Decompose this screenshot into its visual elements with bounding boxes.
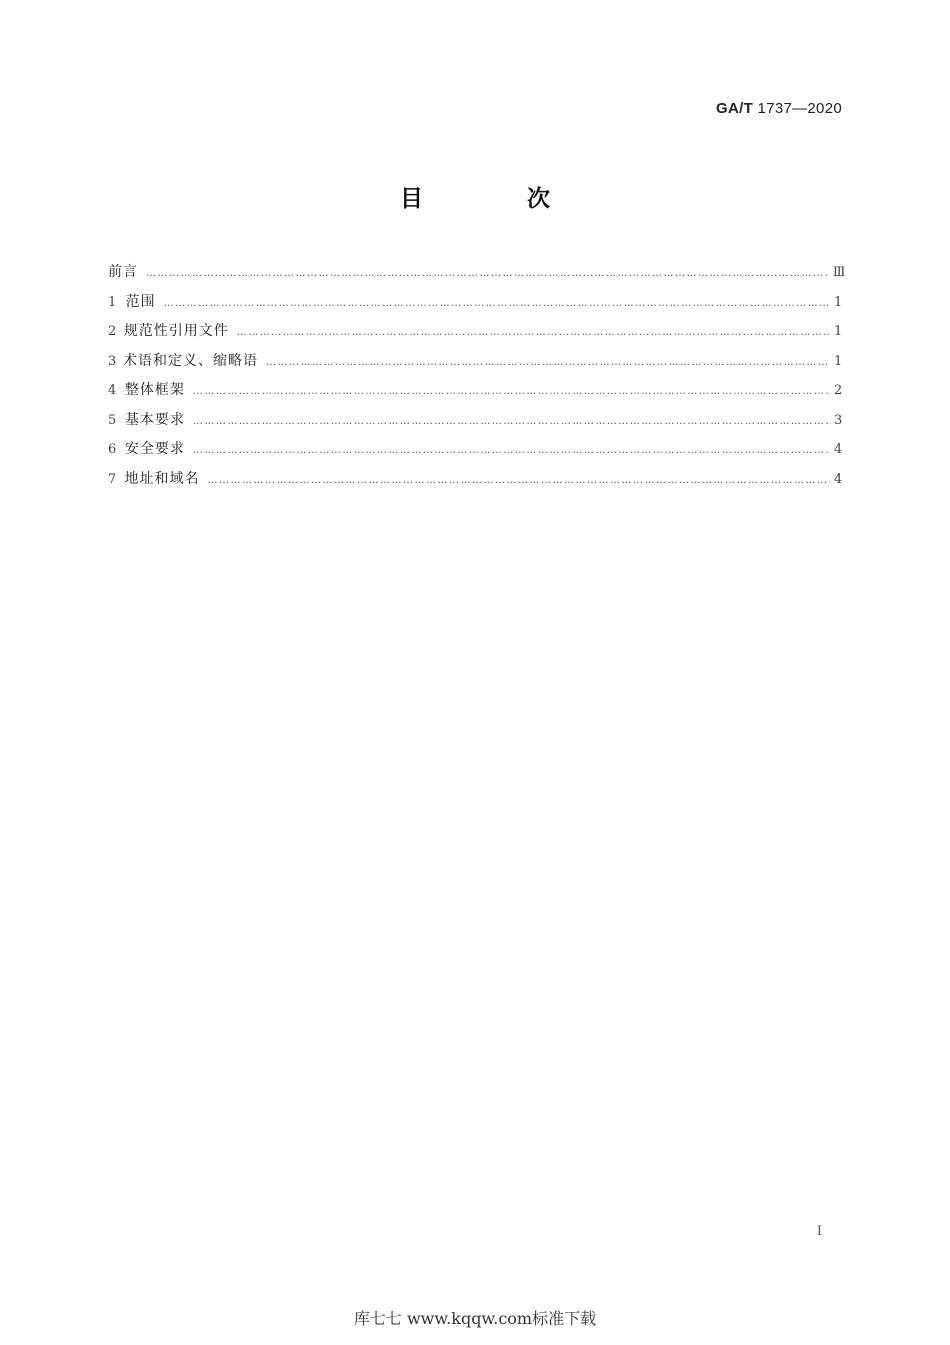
toc-entry-label: 术语和定义、缩略语: [122, 352, 258, 369]
toc-entry-scope[interactable]: [108, 288, 842, 318]
toc-entry-number: 3: [108, 353, 117, 369]
toc-entry-number: 4: [108, 383, 117, 398]
toc-title: 目 次: [399, 186, 598, 212]
toc-entry-number: 5: [108, 412, 117, 428]
toc-entry-page: Ⅲ: [832, 265, 846, 280]
toc-leader-dots: [208, 466, 831, 496]
toc-entry-page: 1: [834, 324, 843, 339]
toc-entry-label: 规范性引用文件: [123, 323, 229, 339]
toc-entry-page: 4: [834, 471, 843, 487]
footer-watermark: 库七七 www.kqqw.com标准下载: [353, 1309, 597, 1328]
toc-leader-dots: [193, 407, 830, 437]
standard-code: 1737—2020: [757, 100, 842, 117]
toc-entry-normative-references[interactable]: [108, 317, 842, 347]
toc-entry-basic-requirements[interactable]: [108, 406, 842, 436]
toc-leader-dots: [164, 289, 830, 319]
toc-leader-dots: [193, 377, 830, 407]
toc-entry-address-domain[interactable]: [108, 465, 842, 495]
toc-entry-page: 2: [834, 383, 843, 398]
toc-entry-label: 地址和域名: [124, 470, 200, 487]
toc-entry-label: 安全要求: [124, 441, 185, 457]
toc-entry-label: 前言: [108, 264, 138, 280]
toc-entry-label: 基本要求: [124, 411, 185, 428]
toc-entry-page: 1: [834, 294, 843, 310]
toc-entry-terms-definitions[interactable]: [108, 347, 842, 377]
toc-entry-foreword[interactable]: [108, 258, 846, 288]
toc-entry-overall-framework[interactable]: [108, 376, 842, 406]
table-of-contents: [108, 258, 846, 494]
toc-leader-dots: [193, 436, 830, 466]
toc-entry-number: 1: [108, 294, 117, 310]
toc-entry-page: 4: [834, 442, 843, 457]
toc-leader-dots: [266, 348, 830, 378]
toc-entry-page: 3: [834, 412, 843, 428]
toc-entry-label: 范围: [125, 293, 156, 310]
toc-leader-dots: [237, 318, 830, 348]
toc-leader-dots: [146, 259, 829, 289]
toc-entry-label: 整体框架: [124, 382, 185, 398]
toc-entry-page: 1: [834, 353, 843, 369]
toc-entry-number: 2: [108, 324, 117, 339]
toc-entry-security-requirements[interactable]: [108, 435, 842, 465]
toc-entry-number: 6: [108, 442, 117, 457]
page-number: I: [816, 1224, 822, 1239]
standard-number: [716, 100, 842, 117]
toc-entry-number: 7: [108, 471, 117, 487]
standard-prefix: GA/T: [716, 100, 754, 117]
